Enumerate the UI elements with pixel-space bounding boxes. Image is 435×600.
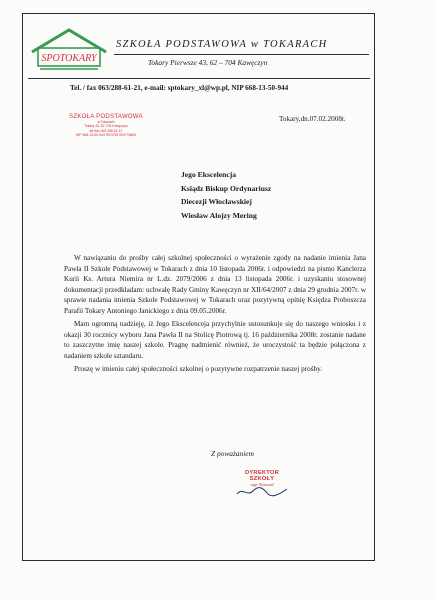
contact-divider [28,78,370,79]
recipient-line: Wiesław Alojzy Mering [181,210,257,220]
stamp-line: tel./fax 063 288 61 21 [89,128,123,133]
school-name: SZKOŁA PODSTAWOWA w TOKARACH [116,39,328,50]
school-stamp [56,114,156,138]
closing-salutation: Z poważaniem [211,449,254,458]
body-paragraph: Proszę w imieniu całej społeczności szkolnej o pozytywne rozpatrzenie naszej prośby. [74,365,323,374]
letter-body [64,253,366,377]
body-paragraph: W nawiązaniu do prośby całej szkolnej społeczności o wyrażenie zgody na nadanie imienia Jana Pawła II Szkole Podstawowej w Tokarach z dnia 10 listopada 2006r. i odpowiedzi na pismo Kanclerza Kurii Ks. Artura Niemira nr L.dz. 2079/2006 z dnia 13 listopada 2006r. i uzyskaniu stosownej dokumentacji przedkładam: uchwałę Rady Gminy Kawęczyn nr XII/64/2007 z dnia 29 grudnia 2007r. w sprawie nadania imienia Szkole Podstawowej w Tokarach oraz pozytywną opinię Księdza Proboszcza Parafii Tokary Antoniego Janickiego z dnia 09.05.2006r. [64,254,366,315]
recipient-line: Diecezji Włocławskiej [181,197,252,207]
body-paragraph: Mam ogromną nadzieję, iż Jego Ekscelenceja przychylnie ustosunkuje się do naszego wniosku i z okazji 30 rocznicy wyboru Jana Pawła II na Stolicę Piotrową tj. 16 października 2008r. zostanie nadane to zaszczytne imię naszej szkole. Pragnę nadmienić również, że uroczystość ta będzie połączona z nadaniem szkole sztandaru. [64,320,366,360]
school-address: Tokary Pierwsze 43, 62 – 704 Kawęczyn [148,58,268,67]
signature-name: mgr Ryszard [250,482,274,487]
stamp-line: Tokary 43, 62-704 Kawęczyn [84,124,128,129]
signature-title: DYREKTOR SZKOŁY [244,470,280,482]
stamp-line: NIP 668-13-50-944 REGON 000776653 [75,133,137,138]
logo-graphic [28,26,110,72]
signature-block [232,470,292,499]
stamp-title: SZKOŁA PODSTAWOWA [69,114,143,120]
letter-date: Tokary,dn.07.02.2008r. [279,115,346,123]
contact-info: Tel. / fax 063/288-61-21, e-mail: sptokary_xl@wp.pl, NIP 668-13-50-944 [70,84,289,92]
svg-text:SPOTOKARY: SPOTOKARY [41,53,97,64]
recipient-block [181,168,271,222]
handwritten-signature [232,485,292,499]
header-divider [114,54,369,55]
recipient-line: Jego Ekscelencja [181,170,237,179]
stamp-line: w Tokarach [97,120,115,124]
recipient-line: Ksiądz Biskup Ordynariusz [181,183,272,193]
school-logo [28,26,110,72]
